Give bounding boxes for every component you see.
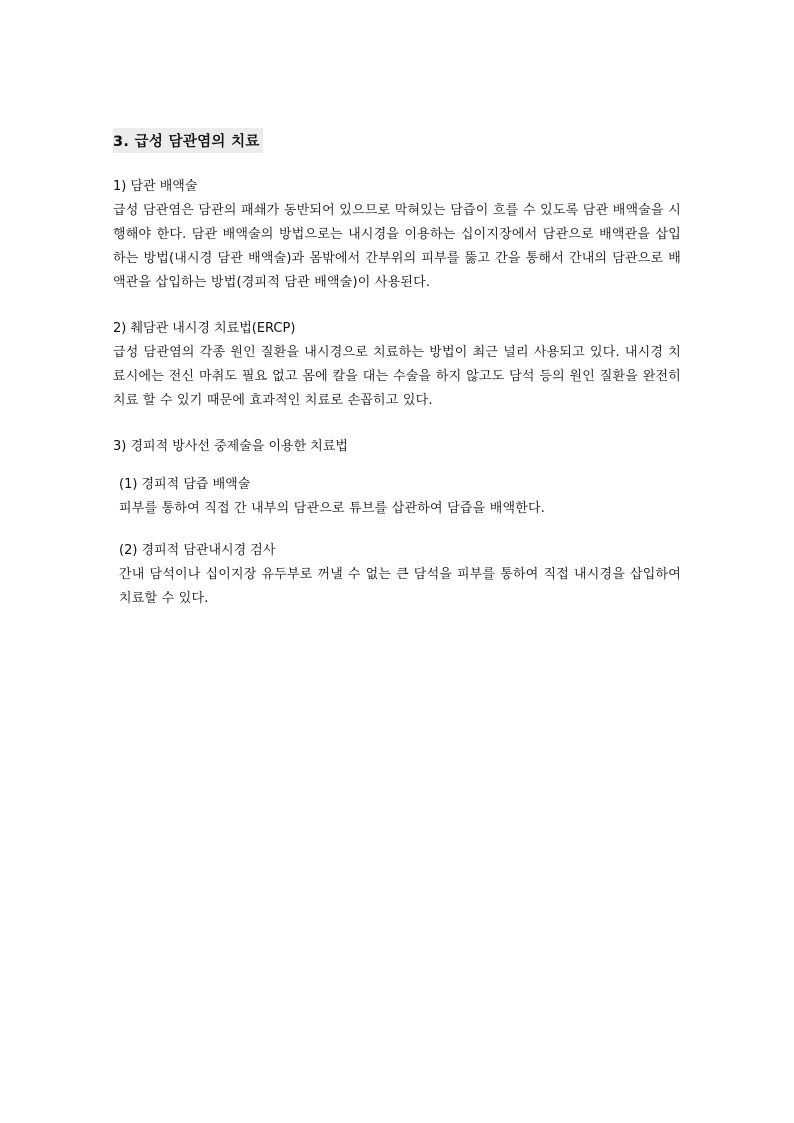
subsection-2-body: 간내 담석이나 십이지장 유두부로 꺼낼 수 없는 큰 담석을 피부를 통하여 직접 내시경을 삽입하여 치료할 수 있다. <box>119 567 681 606</box>
subsection-2 <box>119 539 681 611</box>
subsection-1 <box>119 473 681 521</box>
subsection-1-heading: (1) 경피적 담즙 배액술 <box>119 477 251 492</box>
section-1-body: 급성 담관염은 담관의 패쇄가 동반되어 있으므로 막혀있는 담즙이 흐를 수 있도록 담관 배액술을 시행해야 한다. 담관 배액술의 방법으로는 내시경을 이용하는 십이지장에서 담관으로 배액관을 삽입하는 방법(내시경 담관 배액술)과 몸밖에서 간부위의 피부를 뚫고 간을 통해서 간내의 담관으로 배액관을 삽입하는 방법(경피적 담관 배액술)이 사용된다. <box>113 203 681 290</box>
document-title: 3. 급성 담관염의 치료 <box>113 128 263 153</box>
section-2-heading: 2) 췌담관 내시경 치료법(ERCP) <box>113 321 296 336</box>
section-2 <box>113 317 681 413</box>
section-3 <box>113 435 681 611</box>
document-page <box>113 128 681 633</box>
section-3-heading: 3) 경피적 방사선 중제술을 이용한 치료법 <box>113 439 348 454</box>
subsection-1-body: 피부를 통하여 직접 간 내부의 담관으로 튜브를 삽관하여 담즙을 배액한다. <box>119 501 546 516</box>
section-2-body: 급성 담관염의 각종 원인 질환을 내시경으로 치료하는 방법이 최근 널리 사용되고 있다. 내시경 치료시에는 전신 마취도 필요 없고 몸에 칼을 대는 수술을 하지 않고도 담석 등의 원인 질환을 완전히 치료 할 수 있기 때문에 효과적인 치료로 손꼽히고 있다. <box>113 345 681 408</box>
section-1 <box>113 175 681 295</box>
subsection-2-heading: (2) 경피적 담관내시경 검사 <box>119 543 276 558</box>
section-1-heading: 1) 담관 배액술 <box>113 179 198 194</box>
